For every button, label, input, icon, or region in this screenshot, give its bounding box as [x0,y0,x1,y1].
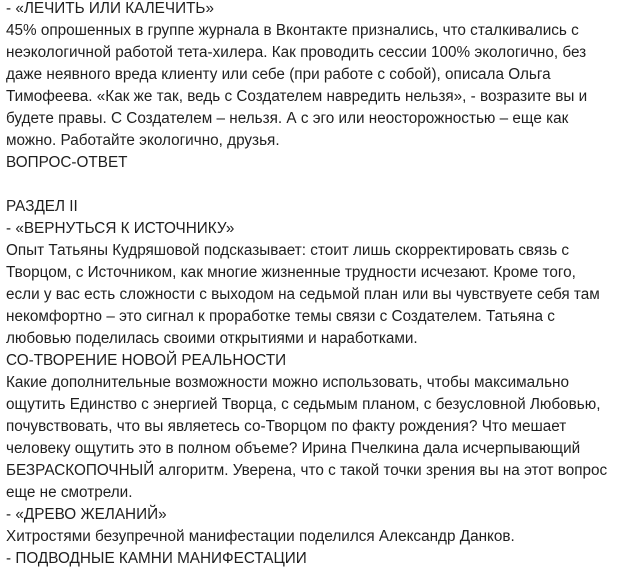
paragraph-line: любовью поделилась своими открытиями и наработками. [6,330,418,347]
paragraph-line: некомфортно – это сигнал к проработке темы связи с Создателем. Татьяна с [6,308,555,325]
paragraph-line: если у вас есть сложности с выходом на седьмой план или вы чувствуете себя там [6,286,600,303]
paragraph-line: неэкологичной работой тета-хилера. Как проводить сессии 100% экологично, без [6,44,587,61]
paragraph-line: БЕЗРАСКОПОЧНЫЙ алгоритм. Уверена, что с такой точки зрения вы на этот вопрос [6,462,608,479]
paragraph-line: Тимофеева. «Как же так, ведь с Создателем навредить нельзя», - возразите вы и [6,88,588,105]
paragraph-line: Какие дополнительные возможности можно использовать, чтобы максимально [6,374,569,391]
paragraph-line: даже неявного вреда клиенту или себе (при работе с собой), описала Ольга [6,66,551,83]
section-heading: - «ЛЕЧИТЬ ИЛИ КАЛЕЧИТЬ» [6,0,214,17]
paragraph-line: еще не смотрели. [6,484,133,501]
section-heading: - «ВЕРНУТЬСЯ К ИСТОЧНИКУ» [6,220,235,237]
article-body [6,0,634,548]
paragraph-line: Опыт Татьяны Кудряшовой подсказывает: стоит лишь скорректировать связь с [6,242,570,259]
paragraph-line: Творцом, с Источником, как многие жизненные трудности исчезают. Кроме того, [6,264,576,281]
paragraph-line: человеку ощутить это в полном объеме? Ирина Пчелкина дала исчерпывающий [6,440,581,457]
paragraph-line: ощутить Единство с энергией Творца, с седьмым планом, с безусловной Любовью, [6,396,601,413]
paragraph-line: можно. Работайте экологично, друзья. [6,132,280,149]
paragraph-line: будете правы. С Создателем – нельзя. А с эго или неосторожностью – еще как [6,110,569,127]
sub-heading: СО-ТВОРЕНИЕ НОВОЙ РЕАЛЬНОСТИ [6,352,287,369]
section-heading: - «ДРЕВО ЖЕЛАНИЙ» [6,506,167,523]
clipped-heading [6,548,634,568]
clipped-heading-text: - ПОДВОДНЫЕ КАМНИ МАНИФЕСТАЦИИ [6,550,307,567]
blank-line [6,174,634,196]
section-title: РАЗДЕЛ II [6,198,78,215]
paragraph-line: Хитростями безупречной манифестации поделился Александр Данков. [6,528,515,545]
paragraph-line: почувствовать, что вы являетесь со-Творцом по факту рождения? Что мешает [6,418,567,435]
paragraph-line: 45% опрошенных в группе журнала в Вконтакте признались, что сталкивались с [6,22,579,39]
qa-heading: ВОПРОС-ОТВЕТ [6,154,128,171]
